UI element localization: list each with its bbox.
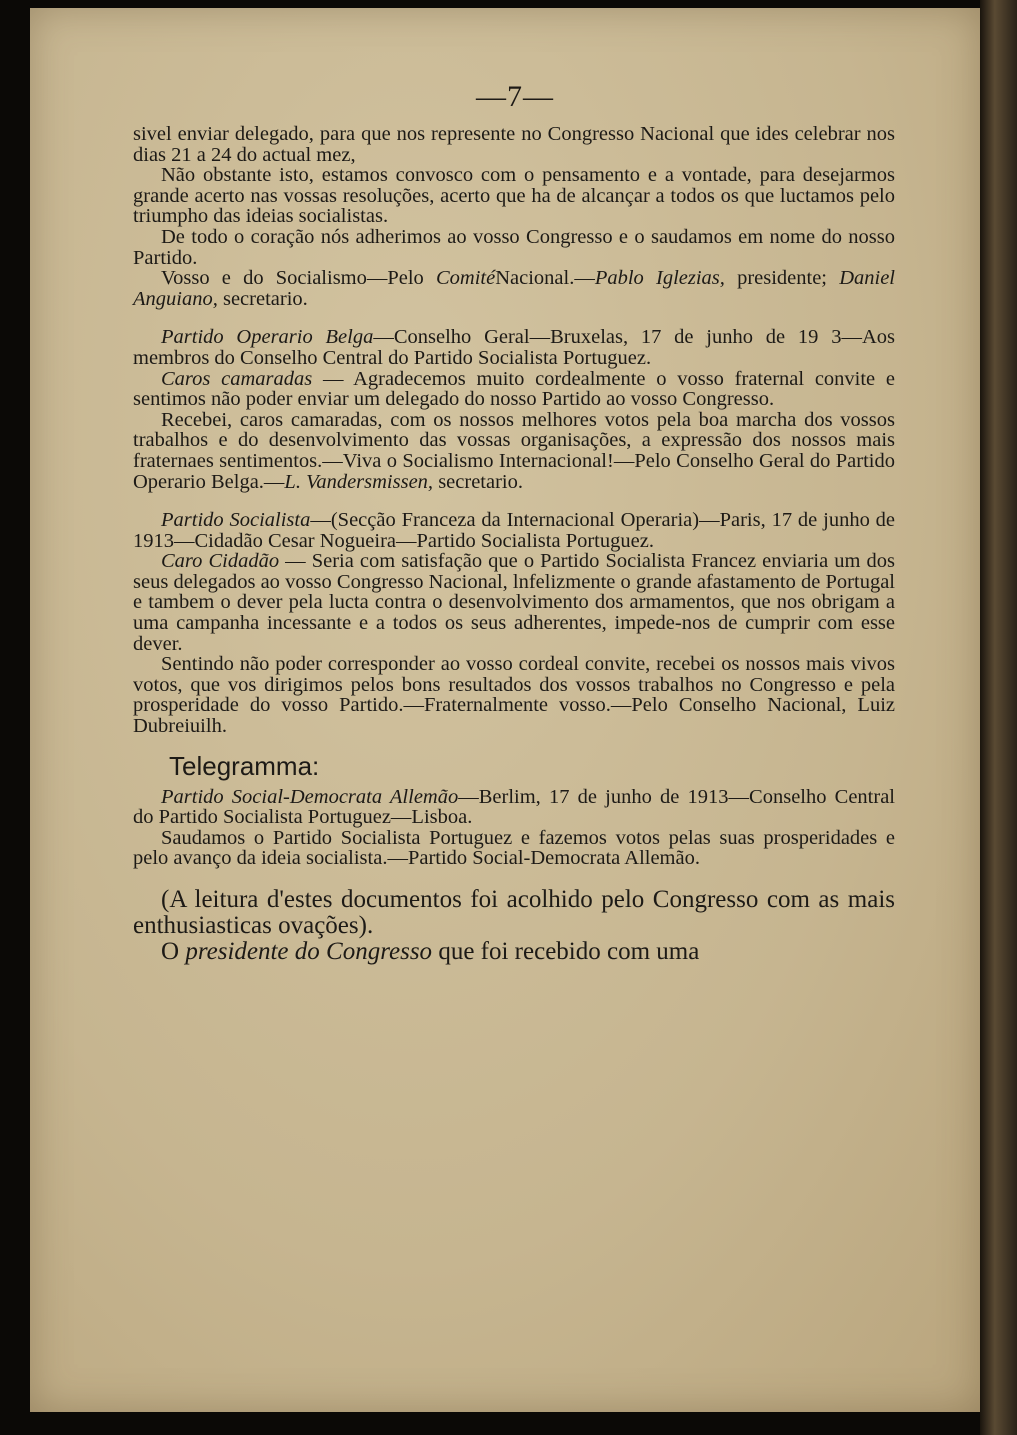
signature-text: Nacional.— (495, 267, 595, 290)
closing-section (133, 887, 895, 965)
paragraph-support: Não obstante isto, estamos convosco com o pensamento e a vontade, para desejarmos grande acerto nas vossas resoluções, acerto que ha de alcançar a todos os que luctamos pelo triumpho das ideias socialistas. (133, 164, 895, 228)
signature-text: Vosso e do Socialismo—Pelo (161, 267, 436, 290)
letter-text: Recebei, caros camaradas, com os nossos melhores votos pela boa marcha dos vossos trabalhos e do desenvolvimento das vossas organisações, a expressão dos nossos mais fraternaes sentimentos.—Viva o Socialismo Internacional!—Pelo Conselho Geral do Partido Operario Belga.— (133, 408, 895, 493)
letter-text: — Seria com satisfação que o Partido Socialista Francez enviaria um dos seus delegados ao vosso Congresso Nacional, lnfelizmente o grande afastamento de Portugal e tambem o dever pela lucta contra o desenvolvimento dos armamentos, que nos obrigam a uma campanha incessante e a todos os seus adherentes, impede-nos de cumprir com esse dever. (133, 550, 896, 655)
paragraph-signature-spain (133, 268, 895, 309)
greeting: Caros camaradas (161, 367, 313, 390)
comite-word: Comité (436, 267, 496, 290)
closing-text: O (161, 938, 186, 965)
closing-continuation (133, 939, 895, 965)
letter-belga-body (133, 369, 895, 410)
letter-belga-closing (133, 410, 895, 492)
telegram-header (133, 787, 895, 828)
signer-role: secretario. (433, 470, 523, 493)
party-name: Partido Social-Democrata Allemão (161, 785, 459, 808)
secretary-name: Daniel Anguiano, (133, 267, 895, 310)
telegram-body: Saudamos o Partido Socialista Portuguez e fazemos votos pelas suas prosperidades e pelo avanço da ideia socialista.—Partido Social-Democrata Allemão. (133, 826, 895, 870)
party-name: Partido Operario Belga (161, 326, 374, 349)
signer-name: L. Vandersmissen, (284, 470, 434, 493)
party-name: Partido Socialista (161, 509, 311, 532)
greeting: Caro Cidadão (161, 550, 280, 573)
letter-text: — Agradecemos muito cordealmente o vosso fraternal convite e sentimos não poder enviar um delegado do nosso Partido ao vosso Congresso. (133, 367, 895, 411)
signature-text: secretario. (217, 287, 308, 310)
telegram-heading: Telegramma: (169, 750, 320, 781)
letter-francesa-closing: Sentindo não poder corresponder ao vosso cordeal convite, recebei os nossos mais vivos votos, que vos dirigimos pelos bons resultados dos vossos trabalhos no Congresso e pela prosperidade do vosso Partido.—Fraternalmente vosso.—Pelo Conselho Nacional, Luiz Dubreiuilh. (133, 653, 895, 738)
page-edge-shadow (980, 0, 1017, 1435)
letter-header-text: —(Secção Franceza da Internacional Operaria)—Paris, 17 de junho de 1913—Cidadão Cesar Nogueira—Partido Socialista Portuguez. (133, 509, 896, 552)
closing-italic: presidente do Congresso (185, 938, 433, 965)
page-number: —7— (476, 80, 554, 113)
letter-header-text: —Conselho Geral—Bruxelas, 17 de junho de 19 3—Aos membros do Conselho Central do Partido Socialista Portuguez. (133, 326, 895, 369)
signature-text: presidente; (724, 267, 840, 290)
letter-francesa-body (133, 551, 895, 654)
letter-francesa-header (133, 510, 895, 551)
telegram-header-text: —Berlim, 17 de junho de 1913—Conselho Central do Partido Socialista Portuguez—Lisboa. (133, 785, 895, 829)
closing-paragraph: (A leitura d'estes documentos foi acolhido pelo Congresso com as mais enthusiasticas ovações). (133, 886, 895, 939)
paragraph-continuation: sivel enviar delegado, para que nos represente no Congresso Nacional que ides celebrar nos dias 21 a 24 do actual mez, (133, 123, 895, 166)
signer-name: Pablo Iglezias, (594, 267, 725, 290)
document-body (133, 124, 895, 965)
letter-belga-header (133, 327, 895, 368)
paragraph-adhesion: De todo o coração nós adherimos ao vosso Congresso e o saudamos em nome do nosso Partido. (133, 225, 895, 269)
closing-text: que foi recebido com uma (432, 938, 700, 965)
